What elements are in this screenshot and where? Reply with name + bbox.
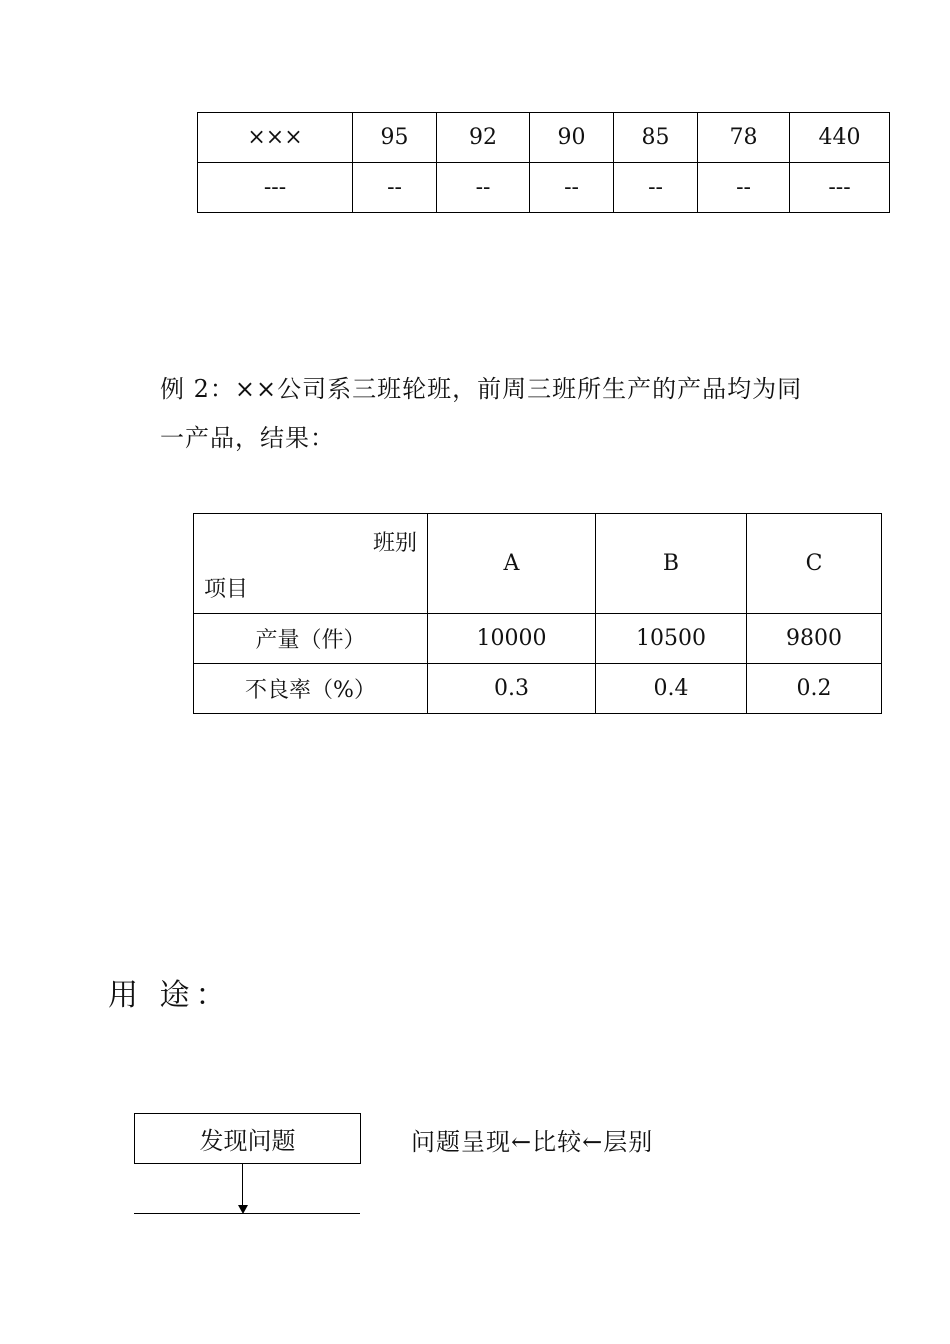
table-cell: 78 bbox=[698, 113, 790, 163]
table-cell: -- bbox=[614, 163, 698, 213]
table-cell: 0.3 bbox=[428, 664, 596, 714]
column-header-a: A bbox=[428, 514, 596, 614]
table-cell: 440 bbox=[790, 113, 890, 163]
shift-comparison-table bbox=[193, 513, 882, 714]
table-cell: -- bbox=[437, 163, 530, 213]
column-header-c: C bbox=[747, 514, 882, 614]
row-label: 不良率（%） bbox=[194, 664, 428, 714]
table-cell: --- bbox=[198, 163, 353, 213]
example-2-paragraph bbox=[160, 365, 860, 463]
table-cell: -- bbox=[530, 163, 614, 213]
scores-table bbox=[197, 112, 890, 213]
corner-header-cell bbox=[194, 514, 428, 614]
horizontal-line bbox=[134, 1213, 360, 1214]
table-cell: -- bbox=[353, 163, 437, 213]
table-cell: 9800 bbox=[747, 614, 882, 664]
table-cell: 85 bbox=[614, 113, 698, 163]
table-cell: 0.4 bbox=[596, 664, 747, 714]
header-item-label: 项目 bbox=[204, 577, 249, 602]
table-row bbox=[194, 664, 882, 714]
table-cell: ××× bbox=[198, 113, 353, 163]
table-cell: -- bbox=[698, 163, 790, 213]
table-row bbox=[198, 163, 890, 213]
discover-problem-box bbox=[134, 1113, 361, 1164]
paragraph-line: 例 2：××公司系三班轮班，前周三班所生产的产品均为同 bbox=[160, 375, 803, 403]
table-cell: --- bbox=[790, 163, 890, 213]
paragraph-line: 一产品，结果： bbox=[160, 424, 335, 452]
usage-heading: 用 途： bbox=[108, 978, 232, 1013]
box-label: 发现问题 bbox=[199, 1127, 296, 1155]
table-cell: 0.2 bbox=[747, 664, 882, 714]
column-header-b: B bbox=[596, 514, 747, 614]
table-cell: 95 bbox=[353, 113, 437, 163]
table-cell: 10500 bbox=[596, 614, 747, 664]
down-arrow-line bbox=[242, 1164, 243, 1207]
table-row bbox=[194, 614, 882, 664]
flow-text: 问题呈现←比较←层别 bbox=[411, 1128, 654, 1156]
table-row bbox=[198, 113, 890, 163]
table-cell: 10000 bbox=[428, 614, 596, 664]
header-shift-label: 班别 bbox=[372, 531, 417, 556]
table-cell: 92 bbox=[437, 113, 530, 163]
table-cell: 90 bbox=[530, 113, 614, 163]
table-header-row bbox=[194, 514, 882, 614]
row-label: 产量（件） bbox=[194, 614, 428, 664]
